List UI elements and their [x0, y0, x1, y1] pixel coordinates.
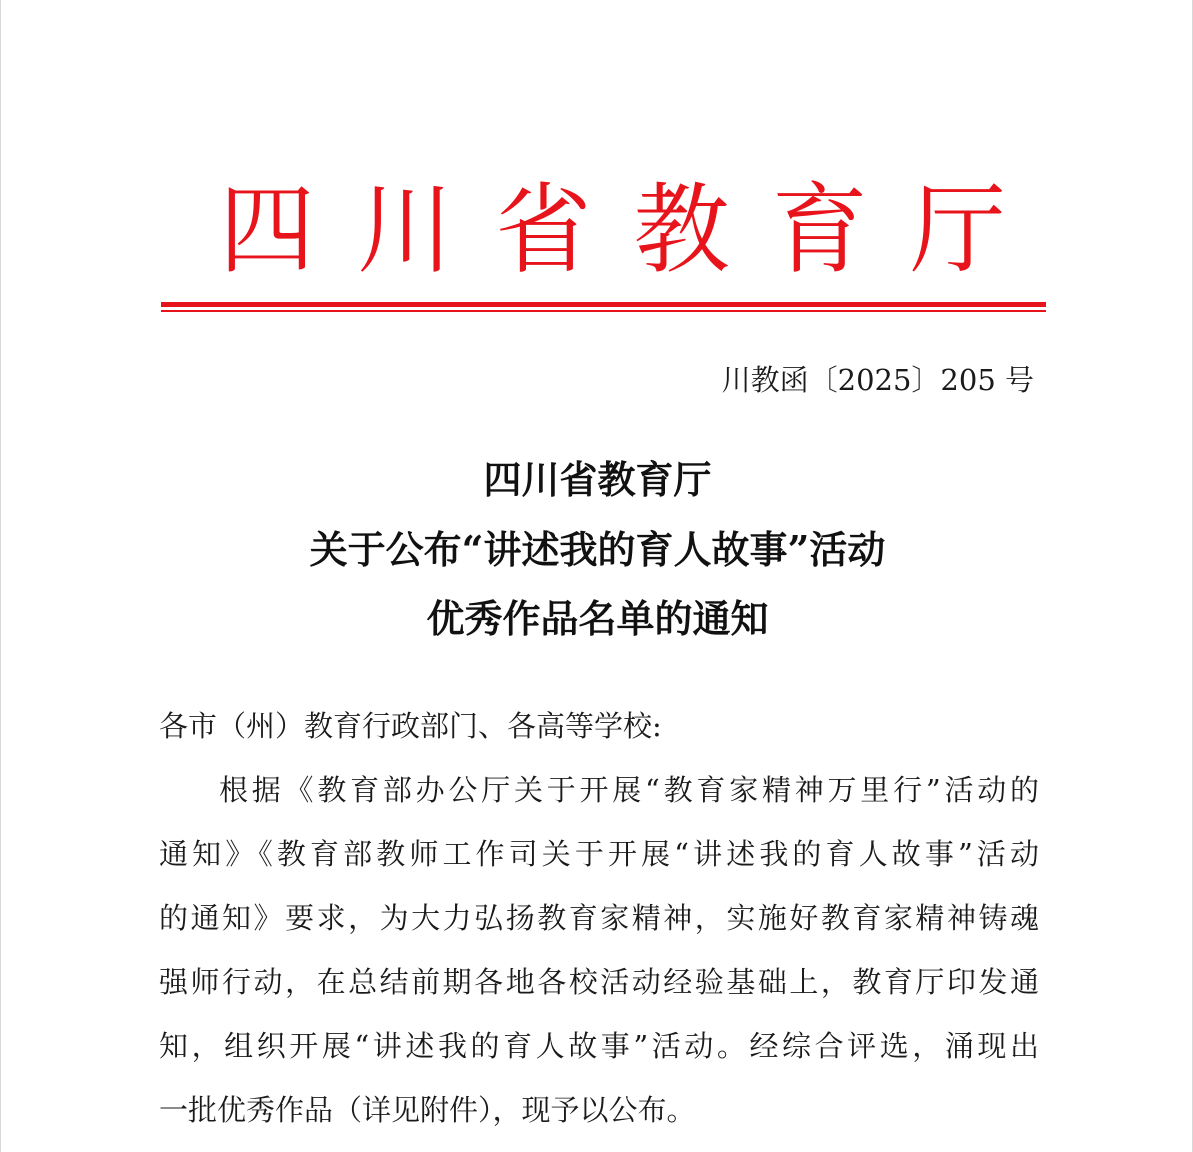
masthead-char: 川 [357, 172, 454, 288]
body-line: 知，组织开展“讲述我的育人故事”活动。经综合评选，涌现出 [159, 1029, 1039, 1063]
document-number: 川教函〔2025〕205 号 [721, 363, 1034, 397]
red-divider-thick [161, 302, 1046, 307]
title-line-2: 关于公布“讲述我的育人故事”活动 [309, 527, 886, 572]
body-line: 通知》《教育部教师工作司关于开展“讲述我的育人故事”活动 [159, 837, 1039, 871]
masthead-org-name [161, 170, 1046, 290]
red-divider-thin [161, 310, 1046, 312]
masthead-char: 厅 [909, 172, 1006, 288]
body-line: 的通知》要求，为大力弘扬教育家精神，实施好教育家精神铸魂 [159, 901, 1039, 935]
masthead-char: 育 [771, 172, 868, 288]
title-line-3: 优秀作品名单的通知 [426, 596, 769, 641]
salutation: 各市（州）教育行政部门、各高等学校: [159, 709, 662, 743]
title-line-1: 四川省教育厅 [483, 457, 712, 502]
masthead-char: 教 [633, 172, 730, 288]
body-line: 强师行动，在总结前期各地各校活动经验基础上，教育厅印发通 [159, 965, 1039, 999]
body-line: 一批优秀作品（详见附件），现予以公布。 [159, 1093, 696, 1127]
body-line: 根据《教育部办公厅关于开展“教育家精神万里行”活动的 [219, 773, 1039, 807]
masthead-char: 四 [219, 172, 315, 288]
masthead-char: 省 [495, 172, 592, 288]
